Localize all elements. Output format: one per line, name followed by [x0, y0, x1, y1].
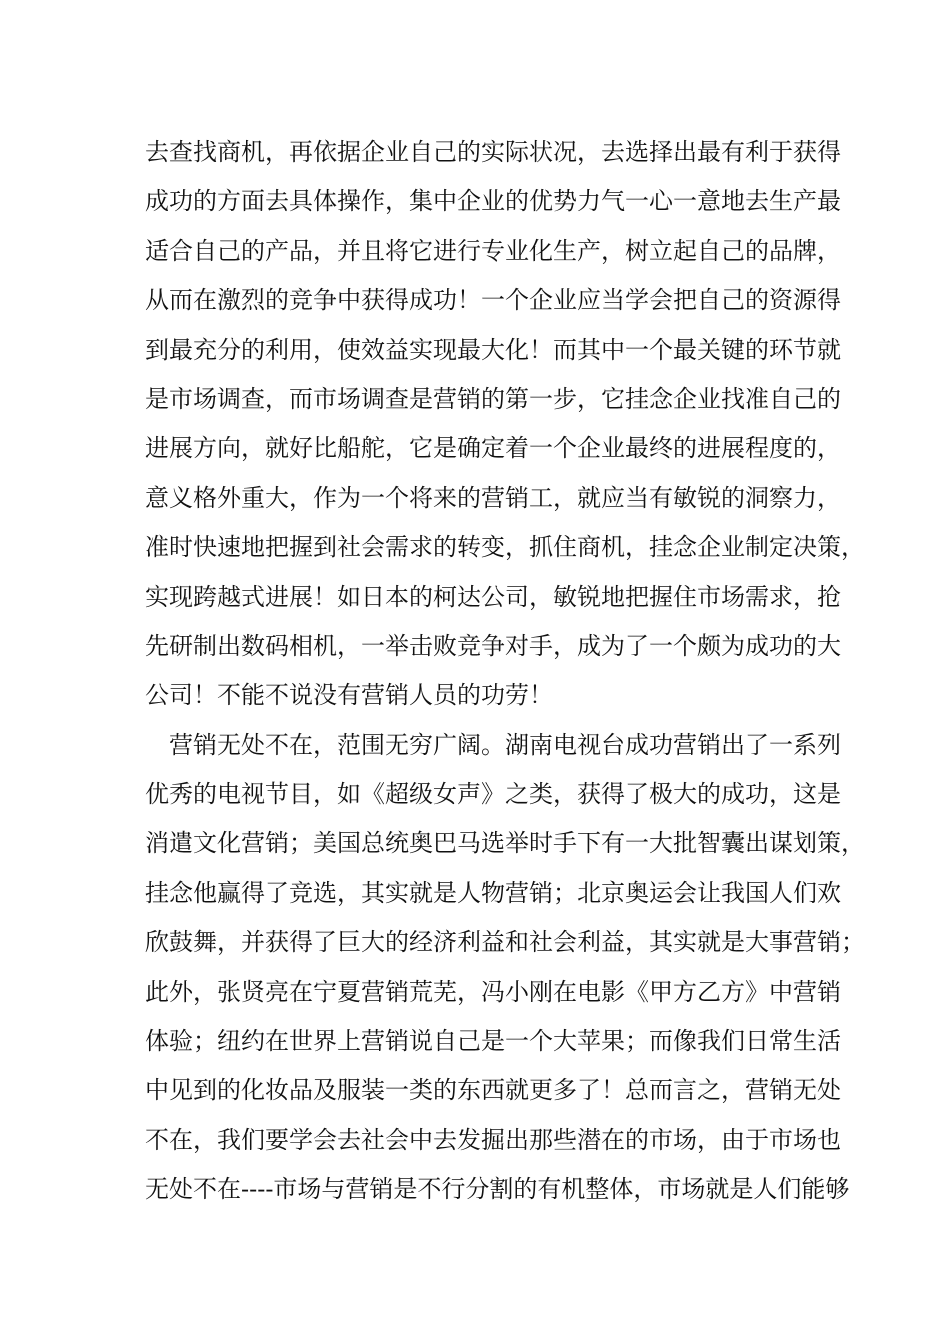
text-line: 实现跨越式进展！如日本的柯达公司，敏锐地把握住市场需求，抢 [145, 582, 841, 611]
text-line: 挂念他赢得了竞选，其实就是人物营销；北京奥运会让我国人们欢 [145, 878, 841, 907]
text-line: 到最充分的利用，使效益实现最大化！而其中一个最关键的环节就 [145, 335, 841, 364]
text-line: 体验；纽约在世界上营销说自己是一个大苹果；而像我们日常生活 [145, 1027, 841, 1056]
text-line: 去查找商机，再依据企业自己的实际状况，去选择出最有利于获得 [145, 138, 841, 166]
text-line: 先研制出数码相机，一举击败竞争对手，成为了一个颇为成功的大 [145, 631, 841, 660]
body-text [145, 128, 865, 1215]
text-line: 是市场调查，而市场调查是营销的第一步，它挂念企业找准自己的 [145, 384, 841, 413]
paragraph-start-line: 营销无处不在，范围无穷广阔。湖南电视台成功营销出了一系列 [169, 730, 841, 759]
text-line: 中见到的化妆品及服装一类的东西就更多了！总而言之，营销无处 [145, 1076, 841, 1105]
text-line: 意义格外重大，作为一个将来的营销工，就应当有敏锐的洞察力， [145, 483, 841, 512]
text-line: 成功的方面去具体操作，集中企业的优势力气一心一意地去生产最 [145, 187, 841, 216]
text-line: 优秀的电视节目，如《超级女声》之类，获得了极大的成功，这是 [145, 780, 841, 809]
text-line: 欣鼓舞，并获得了巨大的经济利益和社会利益，其实就是大事营销； [145, 928, 865, 957]
text-line: 适合自己的产品，并且将它进行专业化生产，树立起自己的品牌， [145, 236, 841, 265]
text-line: 不在，我们要学会去社会中去发掘出那些潜在的市场，由于市场也 [145, 1125, 841, 1154]
text-line: 公司！不能不说没有营销人员的功劳！ [145, 681, 553, 710]
text-line: 无处不在----市场与营销是不行分割的有机整体，市场就是人们能够 [145, 1175, 850, 1204]
text-line: 从而在激烈的竞争中获得成功！一个企业应当学会把自己的资源得 [145, 286, 841, 315]
text-line: 此外，张贤亮在宁夏营销荒芜，冯小刚在电影《甲方乙方》中营销 [145, 977, 841, 1006]
text-line: 进展方向，就好比船舵，它是确定着一个企业最终的进展程度的， [145, 434, 841, 463]
text-line: 消遣文化营销；美国总统奥巴马选举时手下有一大批智囊出谋划策， [145, 829, 865, 858]
text-line: 准时快速地把握到社会需求的转变，抓住商机，挂念企业制定决策， [145, 533, 865, 562]
